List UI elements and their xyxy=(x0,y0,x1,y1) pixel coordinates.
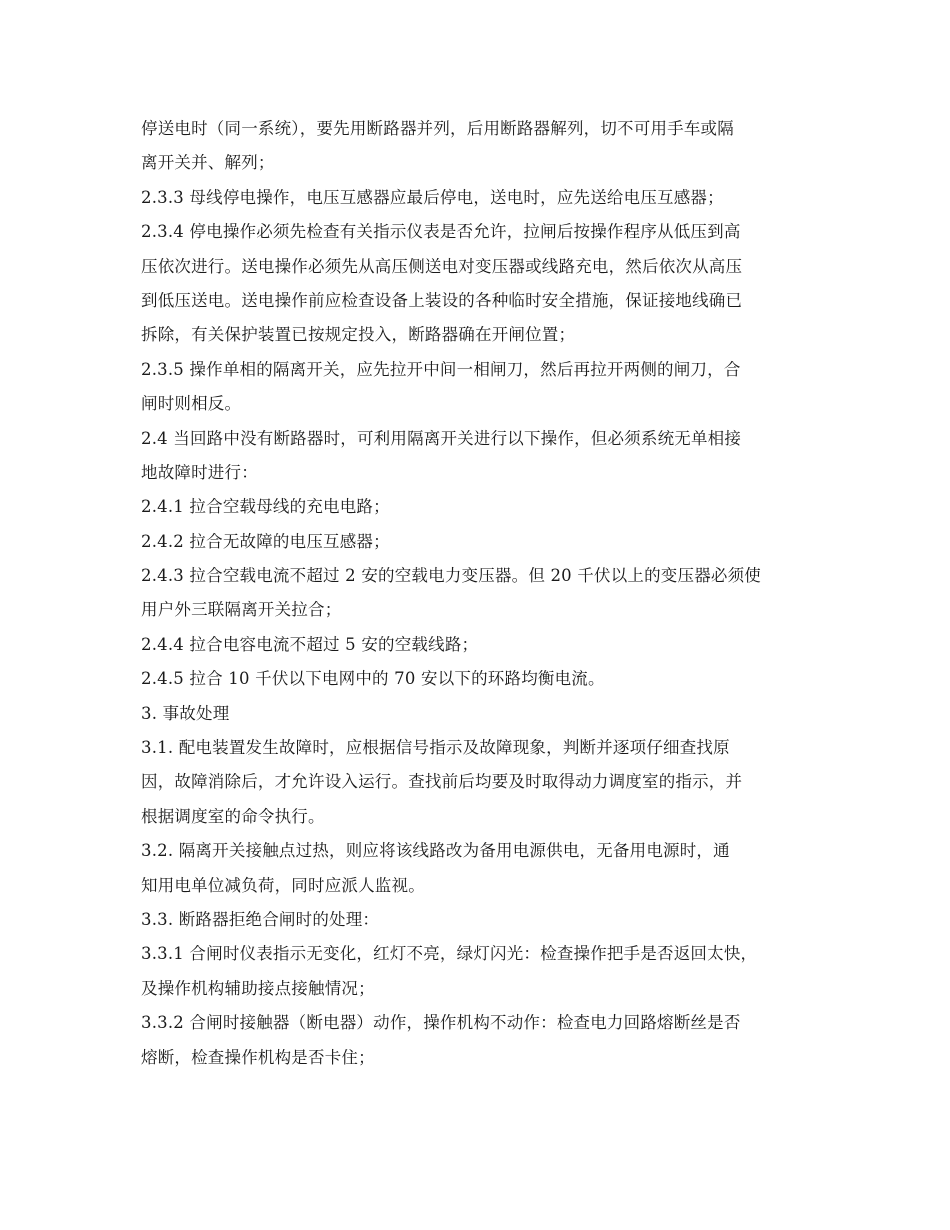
text-line: 根据调度室的命令执行。 xyxy=(141,806,325,826)
text-line: 3.3.2 合闸时接触器（断电器）动作，操作机构不动作：检查电力回路熔断丝是否 xyxy=(141,1013,741,1033)
text-line: 及操作机构辅助接点接触情况； xyxy=(141,978,375,998)
text-line: 压依次进行。送电操作必须先从高压侧送电对变压器或线路充电，然后依次从高压 xyxy=(141,256,743,276)
text-line: 停送电时（同一系统），要先用断路器并列，后用断路器解列，切不可用手车或隔 xyxy=(141,119,734,138)
text-line: 3.3. 断路器拒绝合闸时的处理： xyxy=(141,909,380,929)
text-line: 知用电单位减负荷，同时应派人监视。 xyxy=(141,875,425,895)
text-line: 2.4.1 拉合空载母线的充电电路； xyxy=(141,497,390,517)
text-line: 2.4.3 拉合空载电流不超过 2 安的空载电力变压器。但 20 千伏以上的变压器必须使 xyxy=(141,566,762,586)
text-line: 闸时则相反。 xyxy=(141,394,242,414)
text-line: 熔断，检查操作机构是否卡住； xyxy=(141,1047,375,1067)
text-line: 拆除，有关保护装置已按规定投入，断路器确在开闸位置； xyxy=(141,325,576,345)
text-line: 3.2. 隔离开关接触点过热，则应将该线路改为备用电源供电，无备用电源时，通 xyxy=(141,841,730,861)
text-line: 2.3.3 母线停电操作，电压互感器应最后停电，送电时，应先送给电压互感器； xyxy=(141,187,724,207)
text-line: 地故障时进行： xyxy=(141,462,258,482)
text-line: 3.3.1 合闸时仪表指示无变化，红灯不亮，绿灯闪光：检查操作把手是否返回太快， xyxy=(141,944,758,964)
text-line: 2.3.5 操作单相的隔离开关，应先拉开中间一相闸刀，然后再拉开两侧的闸刀，合 xyxy=(141,359,741,379)
text-line: 用户外三联隔离开关拉合； xyxy=(141,600,342,620)
text-line: 2.4 当回路中没有断路器时，可利用隔离开关进行以下操作，但必须系统无单相接 xyxy=(141,428,742,448)
text-line: 3.1. 配电装置发生故障时，应根据信号指示及故障现象，判断并逐项仔细查找原 xyxy=(141,738,730,758)
text-line: 因，故障消除后，才允许设入运行。查找前后均要及时取得动力调度室的指示，并 xyxy=(141,772,743,792)
text-line: 离开关并、解列； xyxy=(141,153,275,173)
section-heading: 3. 事故处理 xyxy=(141,703,230,723)
text-line: 2.4.4 拉合电容电流不超过 5 安的空载线路； xyxy=(141,634,479,654)
text-line: 到低压送电。送电操作前应检查设备上装设的各种临时安全措施，保证接地线确已 xyxy=(141,290,743,310)
text-line: 2.3.4 停电操作必须先检查有关指示仪表是否允许，拉闸后按操作程序从低压到高 xyxy=(141,222,741,242)
text-line: 2.4.2 拉合无故障的电压互感器； xyxy=(141,531,390,551)
document-body xyxy=(141,112,821,1075)
text-line: 2.4.5 拉合 10 千伏以下电网中的 70 安以下的环路均衡电流。 xyxy=(141,669,605,689)
